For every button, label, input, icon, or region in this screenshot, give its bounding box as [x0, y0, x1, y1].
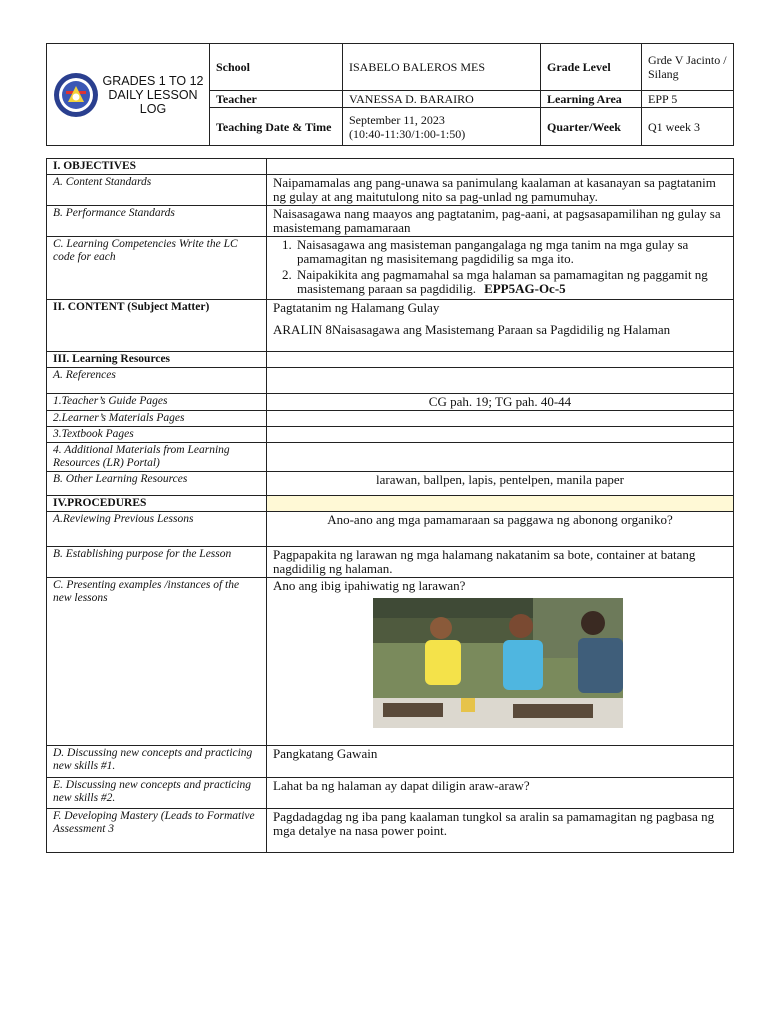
other-resources-value: larawan, ballpen, lapis, pentelpen, manila paper	[267, 472, 734, 496]
competencies-value	[267, 237, 734, 300]
reviewing-value: Ano-ano ang mga pamamaraan sa paggawa ng abonong organiko?	[267, 512, 734, 547]
gardening-photo	[373, 598, 623, 728]
time-line: (10:40-11:30/1:00-1:50)	[349, 126, 466, 141]
procedures-heading: IV.PROCEDURES	[47, 496, 267, 512]
content-value	[267, 300, 734, 352]
school-label: School	[210, 44, 343, 91]
discussing-2-value: Lahat ba ng halaman ay dapat diligin araw-araw?	[267, 778, 734, 809]
learning-area-label: Learning Area	[541, 91, 642, 108]
lesson-table	[46, 158, 734, 853]
competencies-list	[273, 238, 727, 296]
content-standards-value: Naipamamalas ang pang-unawa sa panimulang kaalaman at kasanayan sa pagtatanim ng gulay at ang maitutulong nito sa pag-unlad ng pamumuhay.	[267, 175, 734, 206]
resources-heading: III. Learning Resources	[47, 352, 267, 368]
presenting-value	[267, 578, 734, 746]
developing-mastery-label: F. Developing Mastery (Leads to Formative Assessment 3	[47, 809, 267, 853]
competency-text: Naipakikita ang pagmamahal sa mga halaman sa pamamagitan ng paggamit ng masistemang paraan sa pagdidilig.	[297, 267, 708, 296]
objectives-heading: I. OBJECTIVES	[47, 159, 267, 175]
tg-pages-value: CG pah. 19; TG pah. 40-44	[267, 394, 734, 411]
lm-pages-label: 2.Learner’s Materials Pages	[47, 411, 267, 427]
dll-title: GRADES 1 TO 12 DAILY LESSON LOG	[102, 73, 204, 116]
references-label: A. References	[47, 368, 267, 394]
lc-code: EPP5AG-Oc-5	[484, 281, 566, 296]
date-value	[343, 108, 541, 146]
additional-materials-label: 4. Additional Materials from Learning Resources (LR) Portal)	[47, 443, 267, 472]
purpose-value: Pagpapakita ng larawan ng mga halamang nakatanim sa bote, container at batang nagdidilig ng halaman.	[267, 547, 734, 578]
teacher-label: Teacher	[210, 91, 343, 108]
teacher-value: VANESSA D. BARAIRO	[343, 91, 541, 108]
list-item	[295, 238, 727, 266]
developing-mastery-value: Pagdadagdag ng iba pang kaalaman tungkol sa aralin sa pamamagitan ng pagbasa ng mga detalye na nasa power point.	[267, 809, 734, 853]
deped-seal-icon	[53, 72, 99, 118]
performance-standards-value: Naisasagawa nang maayos ang pagtatanim, pag-aani, at pagsasapamilihan ng gulay sa masistemang pamamaraan	[267, 206, 734, 237]
discussing-2-label: E. Discussing new concepts and practicing new skills #2.	[47, 778, 267, 809]
competencies-label: C. Learning Competencies Write the LC code for each	[47, 237, 267, 300]
quarter-value: Q1 week 3	[642, 108, 734, 146]
competency-text: Naisasagawa ang masisteman pangangalaga ng mga tanim na mga gulay sa pamamagitan ng masisitemang pagdidilig sa mga ito.	[297, 237, 689, 266]
list-item	[295, 268, 727, 296]
presenting-question: Ano ang ibig ipahiwatig ng larawan?	[273, 578, 466, 593]
logo-title-cell	[47, 44, 210, 146]
discussing-1-label: D. Discussing new concepts and practicing new skills #1.	[47, 746, 267, 778]
purpose-label: B. Establishing purpose for the Lesson	[47, 547, 267, 578]
content-standards-label: A. Content Standards	[47, 175, 267, 206]
grade-level-value: Grde V Jacinto / Silang	[642, 44, 734, 91]
reviewing-label: A.Reviewing Previous Lessons	[47, 512, 267, 547]
textbook-pages-label: 3.Textbook Pages	[47, 427, 267, 443]
grade-level-label: Grade Level	[541, 44, 642, 91]
content-line-2: ARALIN 8Naisasagawa ang Masistemang Paraan sa Pagdidilig ng Halaman	[273, 322, 671, 337]
discussing-1-value: Pangkatang Gawain	[267, 746, 734, 778]
content-heading: II. CONTENT (Subject Matter)	[47, 300, 267, 352]
learning-area-value: EPP 5	[642, 91, 734, 108]
performance-standards-label: B. Performance Standards	[47, 206, 267, 237]
tg-pages-label: 1.Teacher’s Guide Pages	[47, 394, 267, 411]
school-value: ISABELO BALEROS MES	[343, 44, 541, 91]
quarter-label: Quarter/Week	[541, 108, 642, 146]
content-line-1: Pagtatanim ng Halamang Gulay	[273, 300, 440, 315]
date-line: September 11, 2023	[349, 112, 445, 127]
presenting-label: C. Presenting examples /instances of the new lessons	[47, 578, 267, 746]
header-table	[46, 43, 734, 146]
other-resources-label: B. Other Learning Resources	[47, 472, 267, 496]
date-label: Teaching Date & Time	[210, 108, 343, 146]
